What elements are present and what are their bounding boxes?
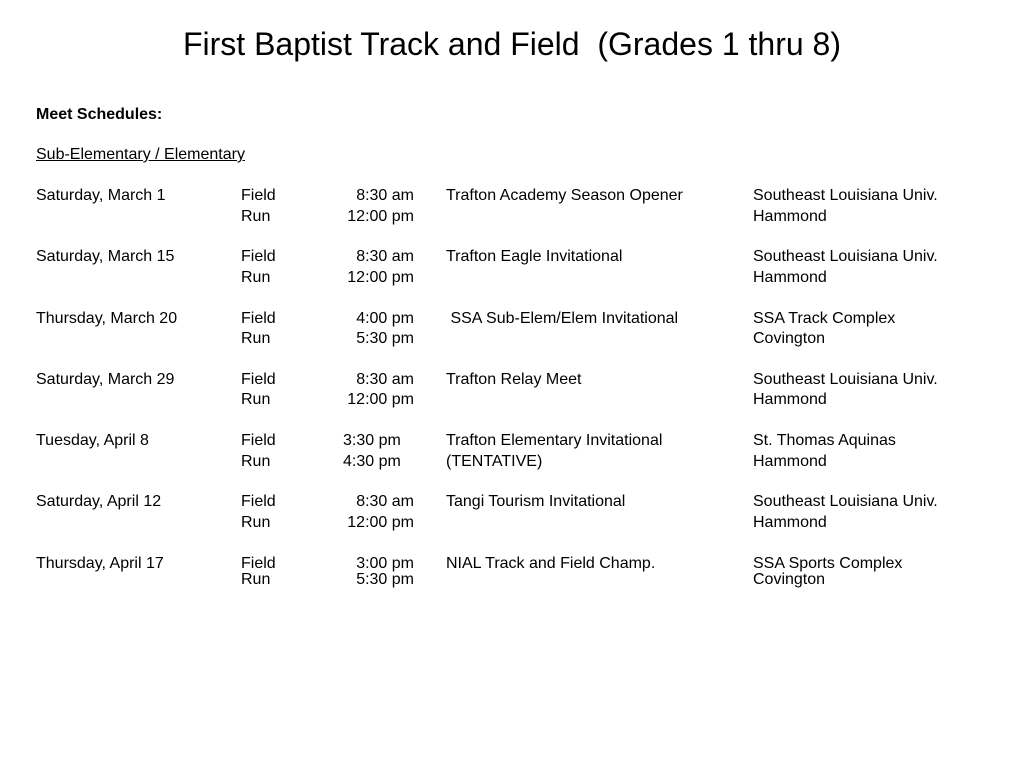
meet-row bbox=[0, 431, 1024, 472]
event-time: 8:30 am bbox=[356, 248, 414, 266]
meet-row bbox=[0, 247, 1024, 288]
meet-description: Trafton Elementary Invitational bbox=[446, 432, 663, 450]
event-time: 8:30 am bbox=[356, 187, 414, 204]
event-type: Field bbox=[241, 493, 276, 511]
meet-city: Hammond bbox=[753, 207, 827, 225]
division-heading: Sub-Elementary / Elementary bbox=[36, 146, 245, 163]
event-type: Run bbox=[241, 570, 271, 588]
meet-description: Trafton Eagle Invitational bbox=[446, 248, 623, 266]
meet-venue: SSA Track Complex bbox=[753, 309, 896, 327]
meet-note: (TENTATIVE) bbox=[446, 452, 543, 470]
event-time: 3:00 pm bbox=[356, 554, 414, 572]
meet-date: Saturday, March 1 bbox=[36, 187, 166, 204]
meet-city: Hammond bbox=[753, 452, 827, 470]
meet-date: Saturday, March 29 bbox=[36, 370, 175, 388]
meet-row bbox=[0, 309, 1024, 350]
event-type: Field bbox=[241, 187, 276, 204]
meet-schedule-list bbox=[0, 186, 1024, 610]
meet-venue: SSA Sports Complex bbox=[753, 554, 903, 572]
meet-city: Hammond bbox=[753, 513, 827, 531]
meet-date: Tuesday, April 8 bbox=[36, 432, 149, 450]
meet-description: NIAL Track and Field Champ. bbox=[446, 554, 656, 572]
meet-venue: Southeast Louisiana Univ. bbox=[753, 493, 938, 511]
event-time: 5:30 pm bbox=[356, 570, 414, 588]
meet-date: Saturday, March 15 bbox=[36, 248, 175, 266]
meet-date: Thursday, March 20 bbox=[36, 309, 178, 327]
meet-description: Trafton Academy Season Opener bbox=[446, 187, 683, 204]
event-time: 8:30 am bbox=[356, 370, 414, 388]
event-time: 12:00 pm bbox=[347, 513, 414, 531]
meet-venue: St. Thomas Aquinas bbox=[753, 432, 896, 450]
meet-venue: Southeast Louisiana Univ. bbox=[753, 187, 938, 204]
event-type: Field bbox=[241, 370, 276, 388]
meet-venue: Southeast Louisiana Univ. bbox=[753, 248, 938, 266]
event-time: 12:00 pm bbox=[347, 207, 414, 225]
event-type: Run bbox=[241, 391, 271, 409]
meet-row bbox=[0, 370, 1024, 411]
section-heading: Meet Schedules: bbox=[36, 106, 163, 123]
meet-city: Hammond bbox=[753, 268, 827, 286]
meet-row bbox=[0, 554, 1024, 590]
meet-venue: Southeast Louisiana Univ. bbox=[753, 370, 938, 388]
event-type: Field bbox=[241, 432, 276, 450]
meet-city: Hammond bbox=[753, 391, 827, 409]
meet-description: SSA Sub-Elem/Elem Invitational bbox=[446, 309, 679, 327]
meet-row bbox=[0, 492, 1024, 533]
meet-date: Saturday, April 12 bbox=[36, 493, 162, 511]
event-time: 4:30 pm bbox=[343, 452, 401, 470]
meet-city: Covington bbox=[753, 570, 826, 588]
meet-description: Trafton Relay Meet bbox=[446, 370, 582, 388]
event-time: 4:00 pm bbox=[356, 309, 414, 327]
event-type: Run bbox=[241, 330, 271, 348]
event-type: Run bbox=[241, 452, 271, 470]
event-type: Field bbox=[241, 554, 276, 572]
meet-city: Covington bbox=[753, 330, 826, 348]
event-time: 8:30 am bbox=[356, 493, 414, 511]
event-type: Run bbox=[241, 268, 271, 286]
event-type: Field bbox=[241, 248, 276, 266]
meet-date: Thursday, April 17 bbox=[36, 554, 164, 572]
event-type: Field bbox=[241, 309, 276, 327]
meet-description: Tangi Tourism Invitational bbox=[446, 493, 626, 511]
event-time: 12:00 pm bbox=[347, 391, 414, 409]
event-time: 5:30 pm bbox=[356, 330, 414, 348]
page-title: First Baptist Track and Field (Grades 1 thru 8) bbox=[182, 26, 841, 62]
event-time: 3:30 pm bbox=[343, 432, 401, 450]
meet-row bbox=[0, 186, 1024, 227]
event-type: Run bbox=[241, 513, 271, 531]
event-time: 12:00 pm bbox=[347, 268, 414, 286]
event-type: Run bbox=[241, 207, 271, 225]
